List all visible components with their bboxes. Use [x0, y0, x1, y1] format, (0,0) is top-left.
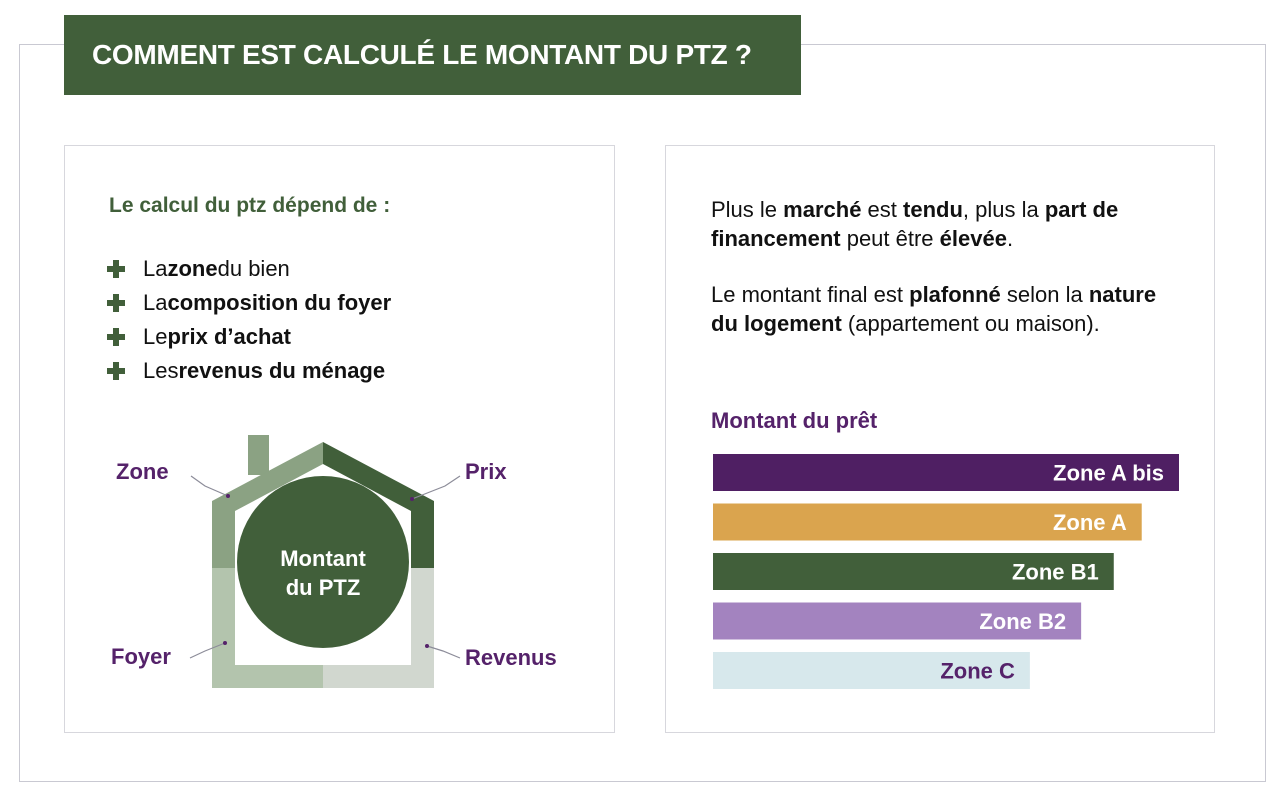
- bar-label-zone-b1: Zone B1: [1011, 559, 1099, 585]
- para-text: Le montant final est: [711, 282, 910, 307]
- para-bold: marché: [783, 197, 862, 222]
- house-label-prix: Prix: [465, 459, 507, 484]
- para-bold: tendu: [903, 197, 963, 222]
- factor-bold: composition du foyer: [167, 290, 392, 315]
- para-text: est: [861, 197, 904, 222]
- para-text: , plus la: [962, 197, 1045, 222]
- factor-text: Les: [143, 358, 179, 383]
- leader-dot-zone: [226, 494, 230, 498]
- para-text: (appartement ou maison).: [841, 311, 1100, 336]
- factor-bold: revenus du ménage: [178, 358, 386, 383]
- loan-bar-chart: [666, 146, 1216, 734]
- title-banner: [64, 15, 801, 95]
- para-text: Plus le: [711, 197, 784, 222]
- para-text: selon la: [1000, 282, 1089, 307]
- factor-bold: prix d’achat: [167, 324, 291, 349]
- leader-dot-revenus: [425, 644, 429, 648]
- factor-bold: zone: [167, 256, 218, 281]
- house-label-revenus: Revenus: [465, 645, 557, 670]
- ptz-circle-line1: Montant: [280, 546, 366, 571]
- right-panel: [665, 145, 1215, 733]
- page-title: COMMENT EST CALCULÉ LE MONTANT DU PTZ ?: [92, 39, 752, 70]
- factor-text: La: [143, 256, 168, 281]
- para-bold: part de financement: [711, 197, 1119, 251]
- para-bold: nature du logement: [711, 282, 1157, 336]
- factor-text: La: [143, 290, 168, 315]
- factor-text: Le: [143, 324, 168, 349]
- bar-label-zone-b2: Zone B2: [979, 609, 1067, 634]
- ptz-circle-line2: du PTZ: [285, 575, 361, 600]
- leader-dot-foyer: [223, 641, 227, 645]
- left-panel: [64, 145, 615, 733]
- leader-dot-prix: [410, 497, 414, 501]
- house-label-zone: Zone: [116, 459, 169, 484]
- para-text: .: [1006, 226, 1014, 251]
- leader-line-prix: [412, 476, 460, 499]
- ptz-circle-text: [237, 544, 409, 602]
- para-bold: élevée: [939, 226, 1007, 251]
- para-bold: plafonné: [909, 282, 1001, 307]
- bar-label-zone-c: Zone C: [940, 658, 1015, 684]
- house-chimney: [248, 435, 269, 475]
- para-text: peut être: [840, 226, 940, 251]
- leader-line-zone: [191, 476, 228, 496]
- factor-text: du bien: [217, 256, 290, 281]
- bar-label-zone-a-bis: Zone A bis: [1053, 460, 1164, 486]
- bar-label-zone-a: Zone A: [1052, 510, 1127, 535]
- house-label-foyer: Foyer: [111, 644, 171, 669]
- left-heading: Le calcul du ptz dépend de :: [109, 194, 391, 217]
- chart-title: Montant du prêt: [711, 408, 878, 433]
